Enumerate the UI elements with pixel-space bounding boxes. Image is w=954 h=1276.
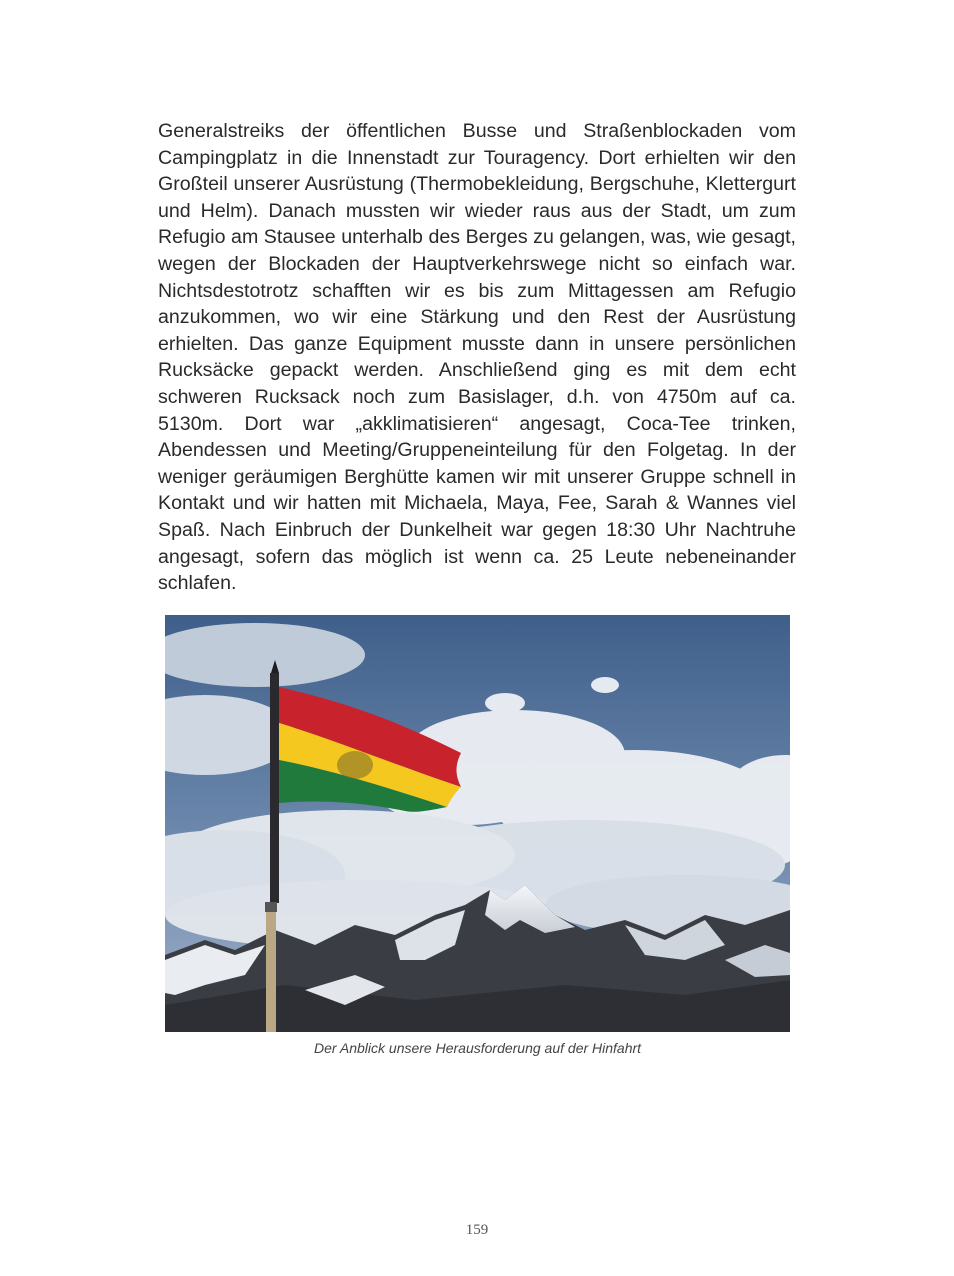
photo-caption: Der Anblick unsere Herausforderung auf der Hinfahrt	[313, 1040, 642, 1056]
page-number: 159	[465, 1222, 489, 1238]
body-paragraph: Generalstreiks der öffentlichen Busse und Straßenblockaden vom Campingplatz in die Innenstadt zur Touragency. Dort erhielten wir den Großteil unserer Ausrüstung (Thermobekleidung, Bergschuhe, Klettergurt und Helm). Danach mussten wir wieder raus aus der Stadt, um zum Refugio am Stausee unterhalb des Berges zu gelangen, was, wie gesagt, wegen der Blockaden der Hauptverkehrswege nicht so einfach war. Nichtsdestotrotz schafften wir es bis zum Mittagessen am Refugio anzukommen, wo wir eine Stärkung und den Rest der Ausrüstung erhielten. Das ganze Equipment musste dann in unsere persönlichen Rucksäcke gepackt werden. Anschließend ging es mit dem echt schweren Rucksack noch zum Basislager, d.h. von 4750m auf ca. 5130m. Dort war „akklimatisieren“ angesagt, Coca-Tee trinken, Abendessen und Meeting/Gruppeneinteilung für den Folgetag. In der weniger geräumigen Berghütte kamen wir mit unserer Gruppe schnell in Kontakt und wir hatten mit Michaela, Maya, Fee, Sarah & Wannes viel Spaß. Nach Einbruch der Dunkelheit war gegen 18:30 Uhr Nachtruhe angesagt, sofern das möglich ist wenn ca. 25 Leute nebeneinander schlafen.	[158, 120, 796, 595]
photo-illustration	[165, 615, 790, 1032]
flag-mountain-photo	[165, 615, 790, 1032]
